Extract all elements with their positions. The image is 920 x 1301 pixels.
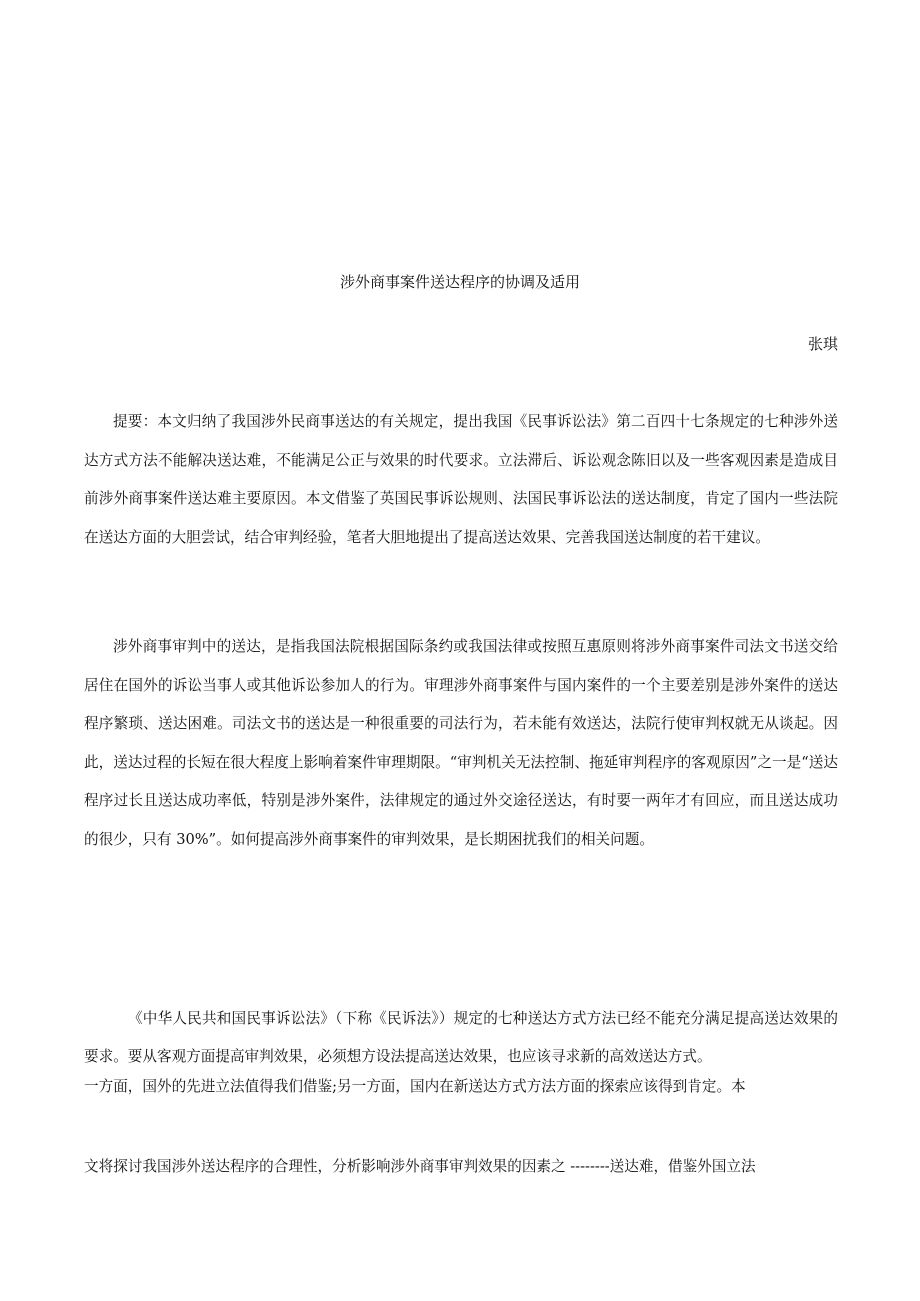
body-line-4: 文将探讨我国涉外送达程序的合理性，分析影响涉外商事审判效果的因素之 --------送达难，借鉴外国立法 xyxy=(84,1158,756,1175)
author-name: 张琪 xyxy=(807,335,838,353)
abstract-paragraph: 提要：本文归纳了我国涉外民商事送达的有关规定，提出我国《民事诉讼法》第二百四十七条规定的七种涉外送达方式方法不能解决送达难，不能满足公正与效果的时代要求。立法滞后、诉讼观念陈旧以及一些客观因素是造成目前涉外商事案件送达难主要原因。本文借鉴了英国民事诉讼规则、法国民事诉讼法的送达制度，肯定了国内一些法院在送达方面的大胆尝试，结合审判经验，笔者大胆地提出了提高送达效果、完善我国送达制度的若干建议。 xyxy=(84,413,838,546)
body-line-3: 一方面，国外的先进立法值得我们借鉴;另一方面，国内在新送达方式方法方面的探索应该得到肯定。本 xyxy=(84,1078,746,1095)
document-title: 涉外商事案件送达程序的协调及适用 xyxy=(339,273,580,291)
body-paragraph-2: 《中华人民共和国民事诉讼法》（下称《民诉法》）规定的七种送达方式方法已经不能充分满足提高送达效果的要求。要从客观方面提高审判效果，必须想方设法提高送达效果，也应该寻求新的高效送达方式。 xyxy=(84,1010,838,1065)
body-paragraph-1: 涉外商事审判中的送达，是指我国法院根据国际条约或我国法律或按照互惠原则将涉外商事案件司法文书送交给居住在国外的诉讼当事人或其他诉讼参加人的行为。审理涉外商事案件与国内案件的一个主要差别是涉外案件的送达程序繁琐、送达困难。司法文书的送达是一种很重要的司法行为，若未能有效送达，法院行使审判权就无从谈起。因此，送达过程的长短在很大程度上影响着案件审理期限。“审判机关无法控制、拖延审判程序的客观原因”之一是“送达程序过长且送达成功率低，特别是涉外案件，法律规定的通过外交途径送达，有时要一两年才有回应，而且送达成功的很少，只有 30%”。如何提高涉外商事案件的审判效果，是长期困扰我们的相关问题。 xyxy=(84,638,838,848)
